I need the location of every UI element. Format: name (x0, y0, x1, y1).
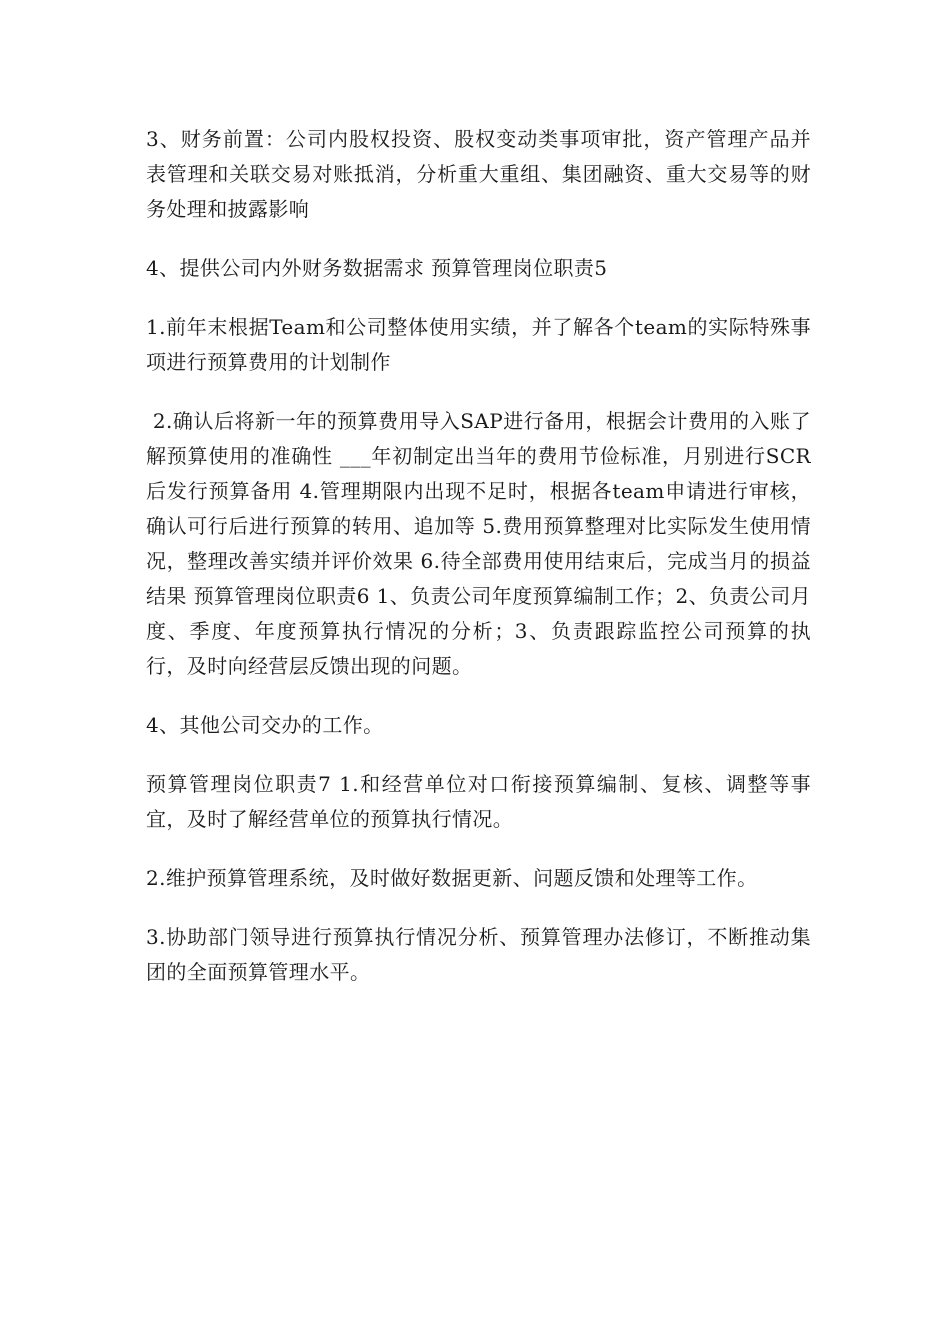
paragraph-finance-prepositioning: 3、财务前置：公司内股权投资、股权变动类事项审批，资产管理产品并表管理和关联交易对账抵消，分析重大重组、集团融资、重大交易等的财务处理和披露影响 (146, 127, 811, 221)
paragraph-duties-7: 预算管理岗位职责7 1.和经营单位对口衔接预算编制、复核、调整等事宜，及时了解经营单位的预算执行情况。 (146, 772, 811, 831)
paragraph-assist-analysis: 3.协助部门领导进行预算执行情况分析、预算管理办法修订，不断推动集团的全面预算管理水平。 (146, 925, 811, 984)
paragraph-other-tasks: 4、其他公司交办的工作。 (146, 713, 384, 737)
paragraph-maintain-system: 2.维护预算管理系统，及时做好数据更新、问题反馈和处理等工作。 (146, 866, 758, 890)
document-body (146, 122, 811, 1014)
paragraph-budget-import-and-duties: 2.确认后将新一年的预算费用导入SAP进行备用，根据会计费用的入账了解预算使用的准确性 ___年初制定出当年的费用节俭标准，月别进行SCR后发行预算备用 4.管理期限内出现不足时，根据各team申请进行审核，确认可行后进行预算的转用、追加等 5.费用预算整理对比实际发生使用情况，整理改善实绩并评价效果 6.待全部费用使用结束后，完成当月的损益结果 预算管理岗位职责6 1、负责公司年度预算编制工作；2、负责公司月度、季度、年度预算执行情况的分析；3、负责跟踪监控公司预算的执行，及时向经营层反馈出现的问题。 (146, 409, 811, 678)
paragraph-budget-planning: 1.前年末根据Team和公司整体使用实绩，并了解各个team的实际特殊事项进行预算费用的计划制作 (146, 315, 811, 374)
paragraph-financial-data-needs: 4、提供公司内外财务数据需求 预算管理岗位职责5 (146, 256, 608, 280)
